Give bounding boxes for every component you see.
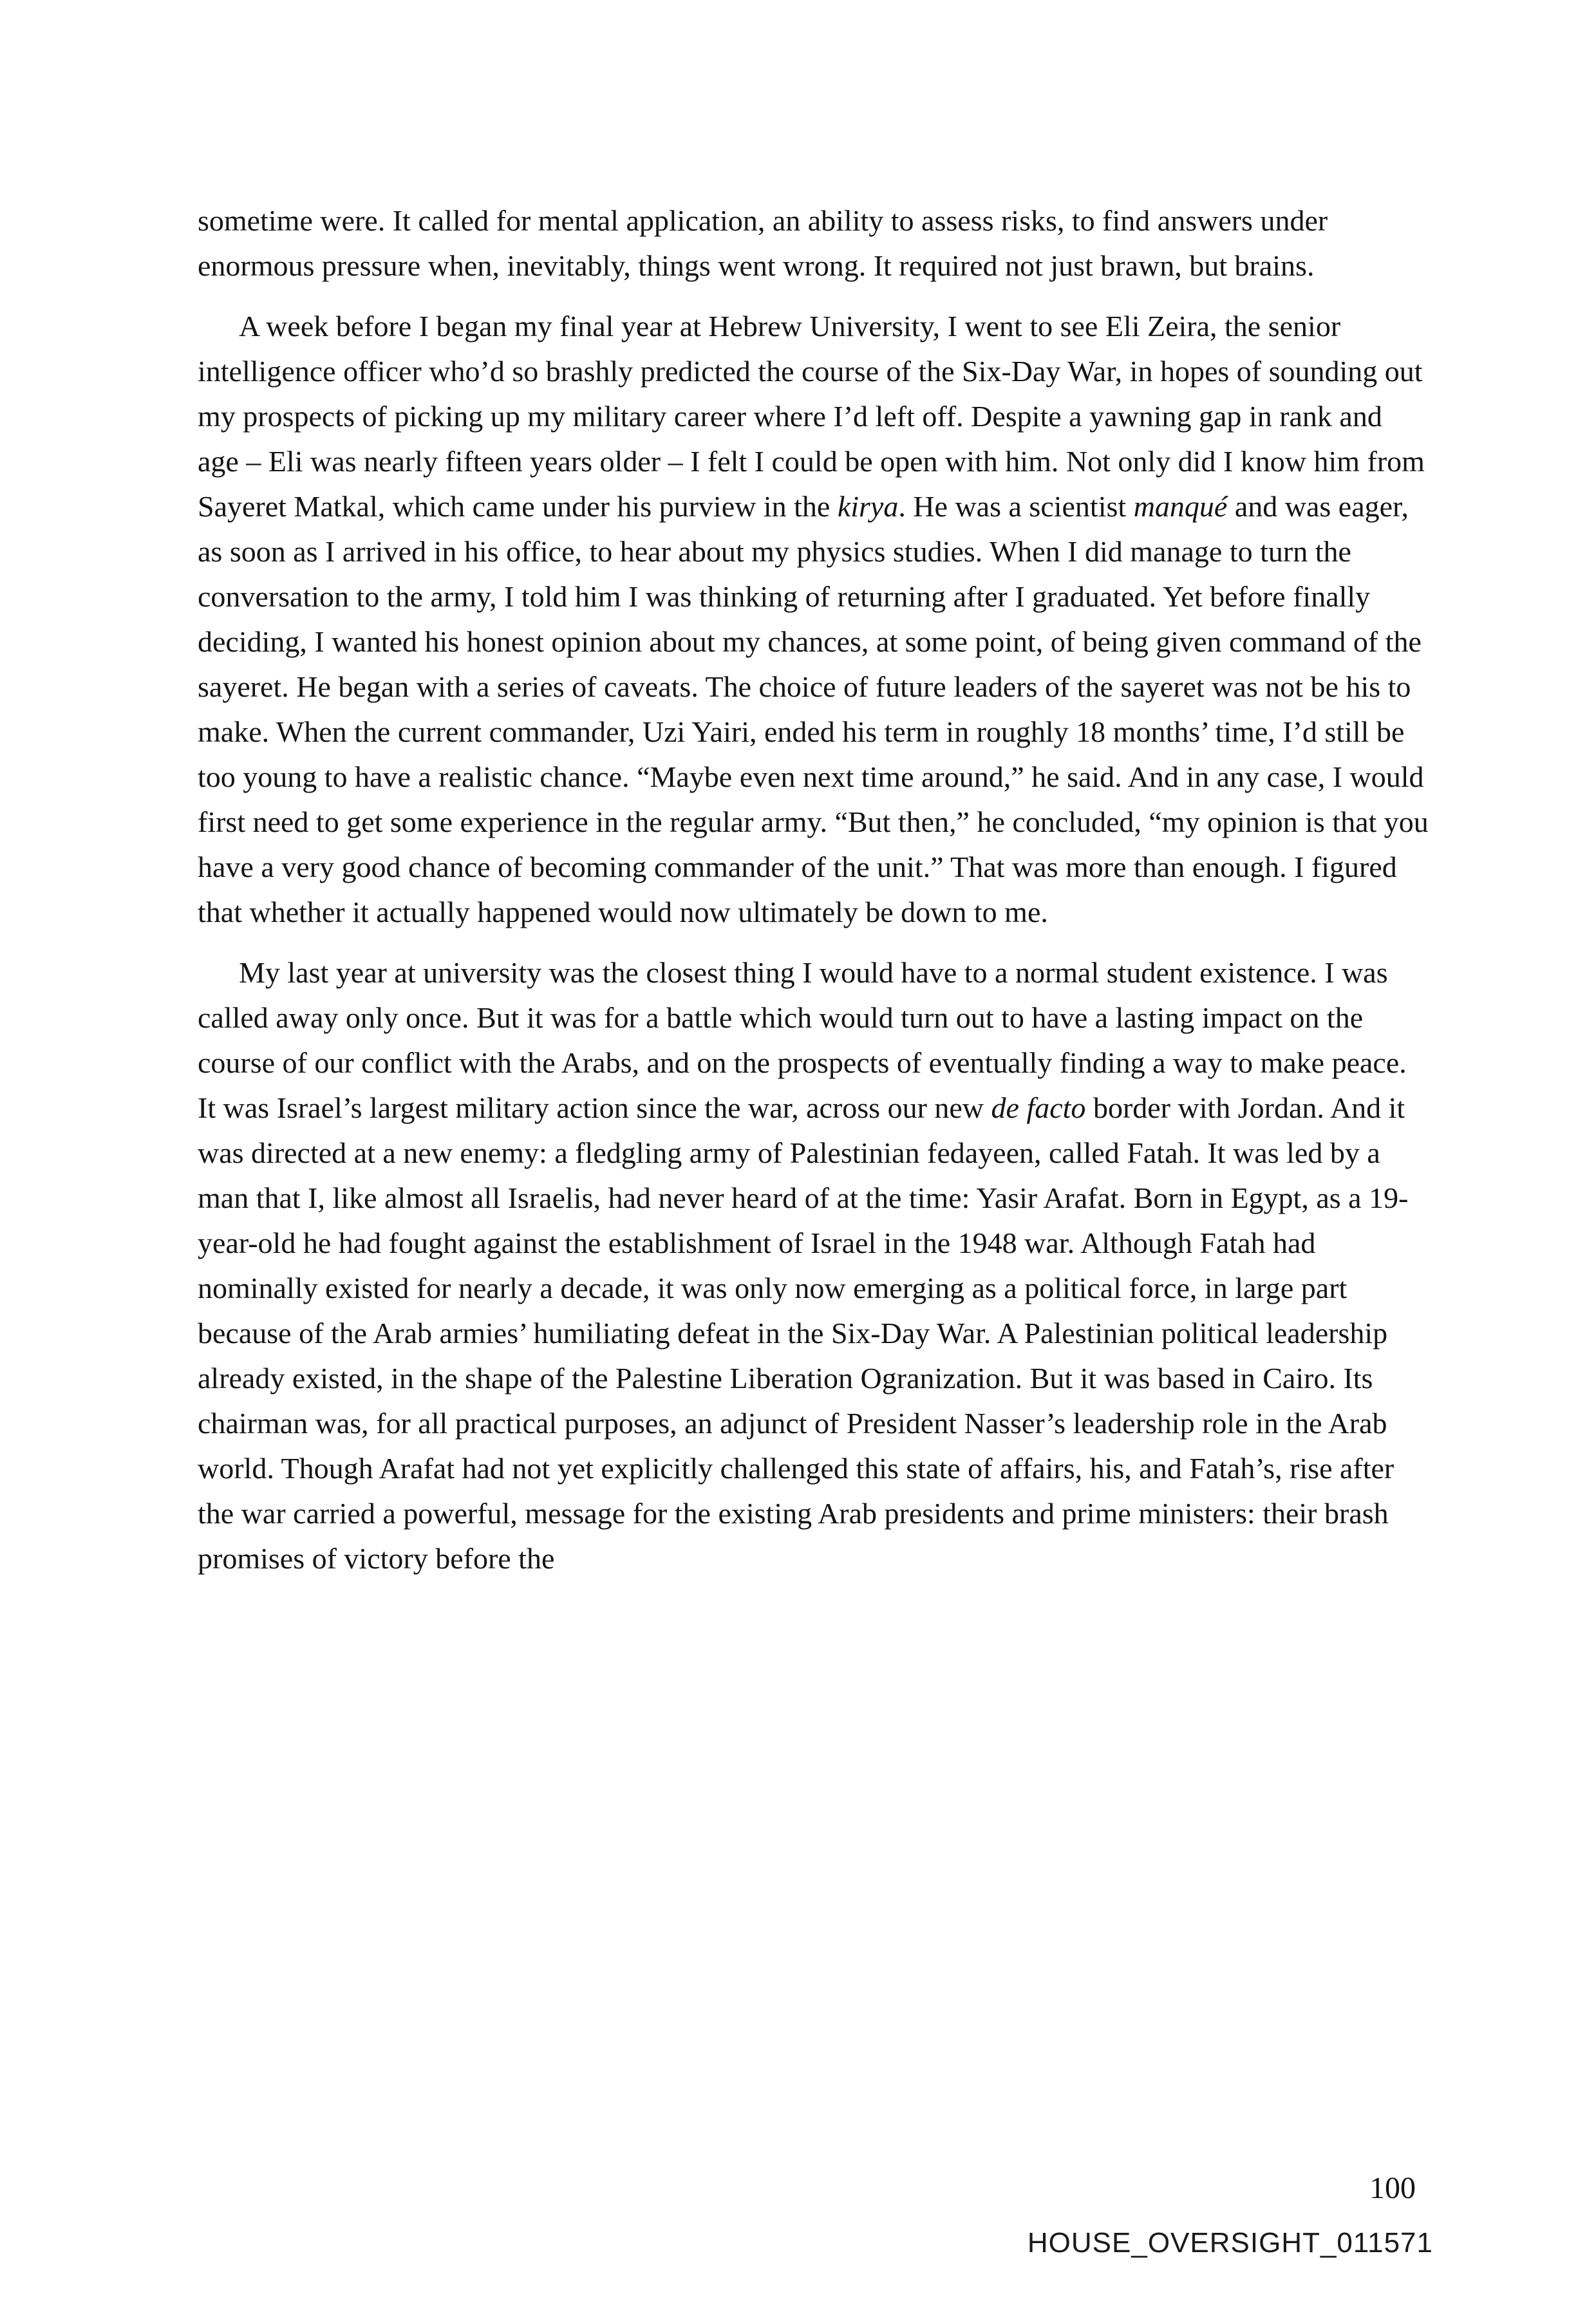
text-run: . He was a scientist — [898, 490, 1134, 523]
text-run: border with Jordan. And it was directed at a new enemy: a fledgling army of Palestinian fedayeen, called Fatah. It was led by a man that I, like almost all Israelis, had never heard of at the time: Yasir Arafat. Born in Egypt, as a 19-year-old he had fought against the establishment of Israel in the 1948 war. Although Fatah had nominally existed for nearly a decade, it was only now emerging as a political force, in large part because of the Arab armies’ humiliating defeat in the Six-Day War. A Palestinian political leadership already existed, in the shape of the Palestine Liberation Ogranization. But it was based in Cairo. Its chairman was, for all practical purposes, an adjunct of President Nasser’s leadership role in the Arab world. Though Arafat had not yet explicitly challenged this state of affairs, his, and Fatah’s, rise after the war carried a powerful, message for the existing Arab presidents and prime ministers: their brash promises of victory before the — [198, 1091, 1409, 1575]
text-run: de facto — [991, 1091, 1086, 1124]
text-run: manqué — [1133, 490, 1228, 523]
paragraph — [198, 950, 1431, 1581]
text-run: kirya — [837, 490, 899, 523]
footer-document-id: HOUSE_OVERSIGHT_011571 — [1027, 2227, 1433, 2259]
text-run: sometime were. It called for mental application, an ability to assess risks, to find answers under enormous pressure when, inevitably, things went wrong. It required not just brawn, but brains. — [198, 204, 1328, 282]
text-run: A week before I began my final year at Hebrew University, I went to see Eli Zeira, the senior intelligence officer who’d so brashly predicted the course of the Six-Day War, in hopes of sounding out my prospects of picking up my military career where I’d left off. Despite a yawning gap in rank and age – Eli was nearly fifteen years older – I felt I could be open with him. Not only did I know him from Sayeret Matkal, which came under his purview in the — [198, 310, 1425, 523]
paragraph — [198, 198, 1431, 288]
paragraph — [198, 304, 1431, 935]
text-run: and was eager, as soon as I arrived in his office, to hear about my physics studies. When I did manage to turn the conversation to the army, I told him I was thinking of returning after I graduated. Yet before finally deciding, I wanted his honest opinion about my chances, at some point, of being given command of the sayeret. He began with a series of caveats. The choice of future leaders of the sayeret was not be his to make. When the current commander, Uzi Yairi, ended his term in roughly 18 months’ time, I’d still be too young to have a realistic chance. “Maybe even next time around,” he said. And in any case, I would first need to get some experience in the regular army. “But then,” he concluded, “my opinion is that you have a very good chance of becoming commander of the unit.” That was more than enough. I figured that whether it actually happened would now ultimately be down to me. — [198, 490, 1429, 928]
text-run: My last year at university was the closest thing I would have to a normal student existence. I was called away only once. But it was for a battle which would turn out to have a lasting impact on the course of our conflict with the Arabs, and on the prospects of eventually finding a way to make peace. It was Israel’s largest military action since the war, across our new — [198, 956, 1407, 1124]
page-text — [198, 198, 1431, 1597]
page-number: 100 — [1369, 2171, 1416, 2205]
